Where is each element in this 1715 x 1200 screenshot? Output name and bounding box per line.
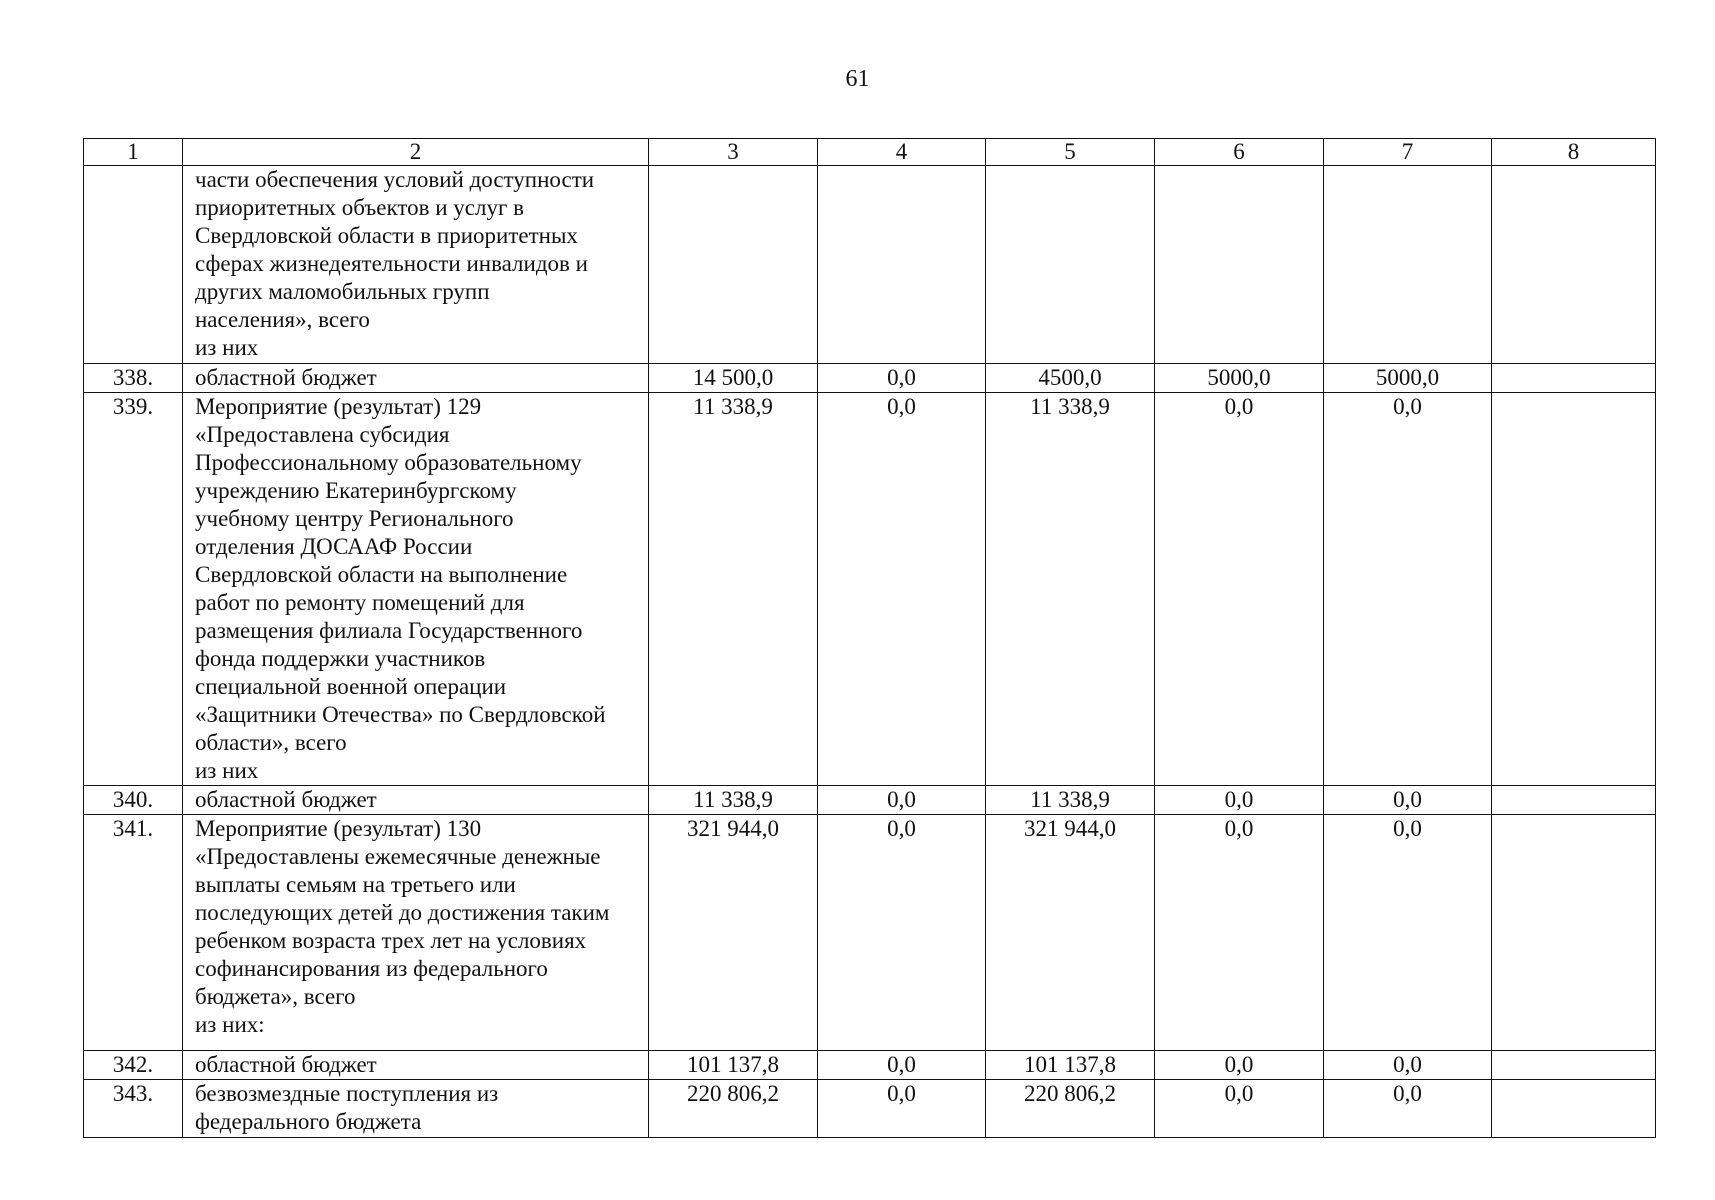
row-description-text: Мероприятие (результат) 130 «Предоставлены ежемесячные денежные выплаты семьям на третьего или последующих детей до достижения таким ребенком возраста трех лет на условиях софинансирования из федерального бюджета», всего из них: <box>195 816 610 1037</box>
row-description-text: Мероприятие (результат) 129 «Предоставлена субсидия Профессиональному образовательному учреждению Екатеринбургскому учебному центру Регионального отделения ДОСААФ России Свердловской области на выполнение работ по ремонту помещений для размещения филиала Государственного фонда поддержки участников специальной военной операции «Защитники Отечества» по Свердловской области», всего из них <box>195 394 606 783</box>
row-description <box>183 364 649 393</box>
row-number: 339. <box>84 393 183 786</box>
cell-c5 <box>986 1080 1155 1138</box>
row-description-text: областной бюджет <box>195 1052 377 1077</box>
table-row <box>84 786 1656 815</box>
cell-value: 0,0 <box>887 365 916 390</box>
row-description-text: областной бюджет <box>195 787 377 812</box>
cell-c3 <box>649 1051 818 1080</box>
cell-value: 0,0 <box>887 1052 916 1077</box>
budget-table <box>83 138 1656 1138</box>
cell-c7 <box>1324 364 1492 393</box>
cell-value: 4500,0 <box>1038 365 1102 390</box>
table-row <box>84 815 1656 1051</box>
column-header: 8 <box>1492 139 1656 166</box>
cell-c3 <box>649 393 818 786</box>
cell-value: 321 944,0 <box>1024 816 1116 841</box>
cell-c6 <box>1155 166 1324 364</box>
row-description <box>183 815 649 1051</box>
table-row <box>84 364 1656 393</box>
cell-c7 <box>1324 166 1492 364</box>
table-row <box>84 166 1656 364</box>
cell-c5 <box>986 166 1155 364</box>
column-header: 1 <box>84 139 183 166</box>
cell-c4 <box>818 393 986 786</box>
column-header: 4 <box>818 139 986 166</box>
cell-c6 <box>1155 364 1324 393</box>
table-row <box>84 1080 1656 1138</box>
cell-c4 <box>818 364 986 393</box>
cell-c3 <box>649 364 818 393</box>
cell-value: 5000,0 <box>1207 365 1271 390</box>
row-description <box>183 1051 649 1080</box>
row-description-text: областной бюджет <box>195 365 377 390</box>
cell-c4 <box>818 815 986 1051</box>
cell-value: 11 338,9 <box>1030 394 1110 419</box>
cell-c4 <box>818 166 986 364</box>
column-header-row <box>84 139 1656 166</box>
cell-c6 <box>1155 1080 1324 1138</box>
cell-c3 <box>649 166 818 364</box>
cell-c3 <box>649 815 818 1051</box>
cell-value: 0,0 <box>1224 816 1254 841</box>
cell-value: 0,0 <box>1393 787 1422 812</box>
cell-c5 <box>986 786 1155 815</box>
cell-value: 101 137,8 <box>1024 1052 1116 1077</box>
cell-c6 <box>1155 393 1324 786</box>
table-row <box>84 393 1656 786</box>
cell-value: 0,0 <box>887 1081 916 1106</box>
row-description <box>183 786 649 815</box>
cell-c7 <box>1324 1051 1492 1080</box>
row-number: 341. <box>84 815 183 1051</box>
cell-c5 <box>986 815 1155 1051</box>
cell-value: 11 338,9 <box>693 787 773 812</box>
row-description-text: части обеспечения условий доступности приоритетных объектов и услуг в Свердловской области в приоритетных сферах жизнедеятельности инвалидов и других маломобильных групп населения», всего из них <box>195 167 595 360</box>
column-header: 3 <box>649 139 818 166</box>
cell-value: 0,0 <box>1224 394 1254 419</box>
cell-value: 220 806,2 <box>1024 1081 1116 1106</box>
cell-c8 <box>1492 786 1656 815</box>
column-header: 5 <box>986 139 1155 166</box>
cell-c6 <box>1155 815 1324 1051</box>
cell-c7 <box>1324 815 1492 1051</box>
cell-c5 <box>986 364 1155 393</box>
cell-value: 321 944,0 <box>687 816 779 841</box>
row-number: 343. <box>84 1080 183 1138</box>
cell-c5 <box>986 1051 1155 1080</box>
cell-c8 <box>1492 393 1656 786</box>
cell-c6 <box>1155 1051 1324 1080</box>
cell-value: 14 500,0 <box>692 365 774 390</box>
cell-value: 0,0 <box>1393 1052 1422 1077</box>
cell-value: 11 338,9 <box>1030 787 1110 812</box>
cell-c4 <box>818 1051 986 1080</box>
cell-value: 220 806,2 <box>687 1081 779 1106</box>
row-number: 340. <box>84 786 183 815</box>
row-description <box>183 1080 649 1138</box>
column-header: 6 <box>1155 139 1324 166</box>
cell-value: 0,0 <box>887 816 916 841</box>
cell-c4 <box>818 1080 986 1138</box>
cell-value: 0,0 <box>1224 1081 1254 1106</box>
cell-value: 101 137,8 <box>687 1052 779 1077</box>
cell-value: 0,0 <box>1224 787 1254 812</box>
cell-c4 <box>818 786 986 815</box>
page-number: 61 <box>845 66 870 92</box>
cell-c7 <box>1324 393 1492 786</box>
cell-c7 <box>1324 786 1492 815</box>
row-number <box>84 166 183 364</box>
cell-value: 0,0 <box>1393 816 1422 841</box>
cell-value: 0,0 <box>887 394 916 419</box>
cell-c3 <box>649 1080 818 1138</box>
cell-c8 <box>1492 1051 1656 1080</box>
cell-c5 <box>986 393 1155 786</box>
row-description-text: безвозмездные поступления из федерального бюджета <box>195 1081 499 1134</box>
cell-c8 <box>1492 364 1656 393</box>
cell-value: 0,0 <box>1393 394 1422 419</box>
column-header: 7 <box>1324 139 1492 166</box>
row-number: 338. <box>84 364 183 393</box>
column-header: 2 <box>183 139 649 166</box>
cell-c8 <box>1492 1080 1656 1138</box>
cell-value: 0,0 <box>1393 1081 1422 1106</box>
cell-value: 0,0 <box>1224 1052 1254 1077</box>
cell-value: 11 338,9 <box>693 394 773 419</box>
cell-c3 <box>649 786 818 815</box>
cell-value: 0,0 <box>887 787 916 812</box>
cell-c7 <box>1324 1080 1492 1138</box>
cell-value: 5000,0 <box>1375 365 1440 390</box>
row-description <box>183 393 649 786</box>
row-description <box>183 166 649 364</box>
cell-c8 <box>1492 815 1656 1051</box>
table-row <box>84 1051 1656 1080</box>
row-number: 342. <box>84 1051 183 1080</box>
cell-c6 <box>1155 786 1324 815</box>
cell-c8 <box>1492 166 1656 364</box>
